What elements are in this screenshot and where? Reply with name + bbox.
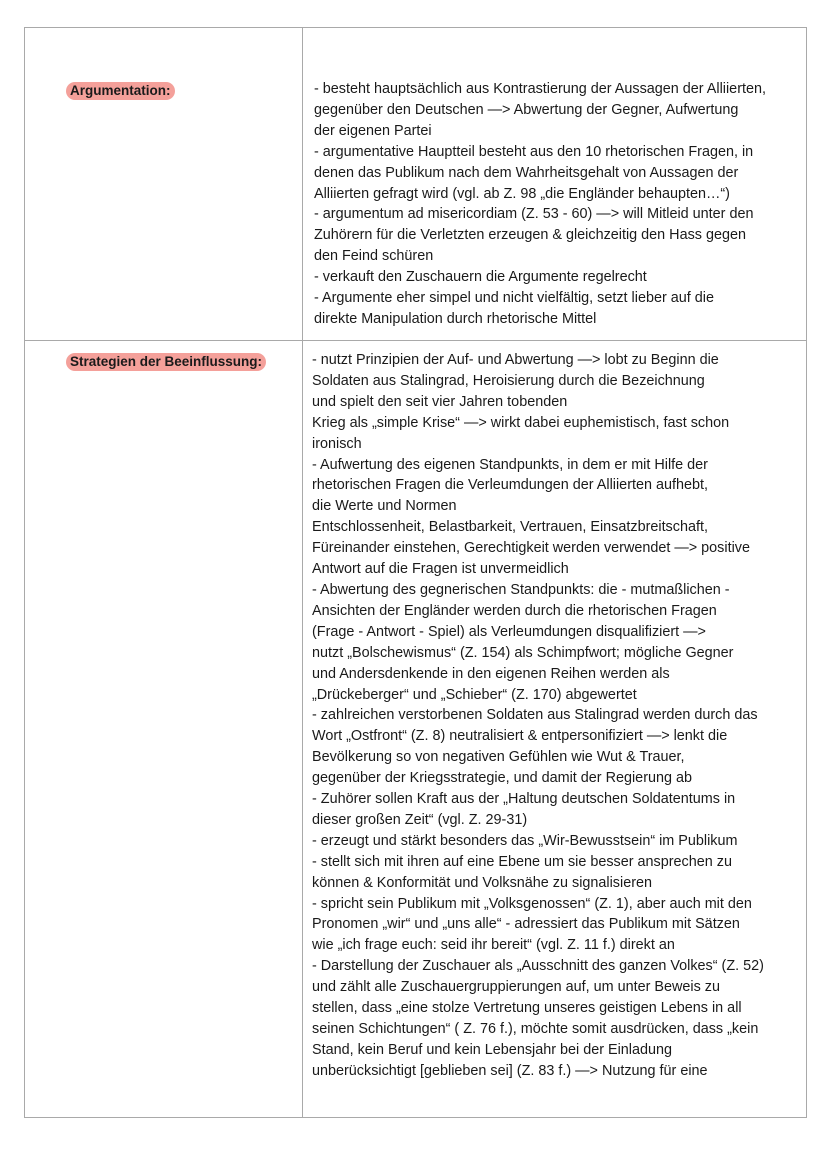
text-line: die Werte und Normen [312, 498, 457, 515]
document-table [24, 27, 807, 1118]
text-line: - Zuhörer sollen Kraft aus der „Haltung deutschen Soldatentums in [312, 791, 736, 808]
text-line: Entschlossenheit, Belastbarkeit, Vertrauen, Einsatzbreitschaft, [312, 519, 708, 536]
section-label-argumentation: Argumentation: [66, 82, 175, 100]
section-label-strategien: Strategien der Beeinflussung: [66, 353, 266, 371]
section-content-strategien [312, 350, 806, 1082]
text-line: können & Konformität und Volksnähe zu signalisieren [312, 874, 652, 891]
text-line: - Aufwertung des eigenen Standpunkts, in dem er mit Hilfe der [312, 456, 708, 473]
text-line: unberücksichtigt [geblieben sei] (Z. 83 f.) —> Nutzung für eine [312, 1062, 708, 1079]
text-line: - verkauft den Zuschauern die Argumente regelrecht [314, 269, 647, 286]
text-line: den Feind schüren [314, 248, 434, 265]
text-line: Bevölkerung so von negativen Gefühlen wie Wut & Trauer, [312, 749, 685, 766]
text-line: Füreinander einstehen, Gerechtigkeit werden verwendet —> positive [312, 540, 750, 557]
row-divider [25, 340, 806, 341]
text-line: - besteht hauptsächlich aus Kontrastierung der Aussagen der Alliierten, [314, 81, 766, 97]
text-line: - Abwertung des gegnerischen Standpunkts: die - mutmaßlichen - [312, 581, 730, 598]
text-line: wie „ich frage euch: seid ihr bereit“ (vgl. Z. 11 f.) direkt an [312, 937, 675, 954]
column-divider [302, 28, 303, 1117]
text-line: Ansichten der Engländer werden durch die rhetorischen Fragen [312, 602, 717, 619]
text-line: gegenüber der Kriegsstrategie, und damit der Regierung ab [312, 770, 692, 787]
text-line: - zahlreichen verstorbenen Soldaten aus Stalingrad werden durch das [312, 707, 758, 724]
text-line: - spricht sein Publikum mit „Volksgenossen“ (Z. 1), aber auch mit den [312, 895, 752, 912]
text-line: „Drückeberger“ und „Schieber“ (Z. 170) abgewertet [312, 686, 637, 703]
text-line: gegenüber den Deutschen —> Abwertung der Gegner, Aufwertung [314, 101, 739, 118]
text-line: - stellt sich mit ihren auf eine Ebene um sie besser ansprechen zu [312, 853, 732, 870]
text-line: stellen, dass „eine stolze Vertretung unseres geistigen Lebens in all [312, 1000, 742, 1017]
text-line: - argumentative Hauptteil besteht aus den 10 rhetorischen Fragen, in [314, 143, 754, 160]
text-line: (Frage - Antwort - Spiel) als Verleumdungen disqualifiziert —> [312, 623, 706, 640]
text-line: und spielt den seit vier Jahren tobenden [312, 393, 568, 410]
text-line: direkte Manipulation durch rhetorische Mittel [314, 310, 597, 327]
text-line: - Argumente eher simpel und nicht vielfältig, setzt lieber auf die [314, 290, 714, 307]
text-line: - argumentum ad misericordiam (Z. 53 - 60) —> will Mitleid unter den [314, 206, 754, 223]
text-line: Krieg als „simple Krise“ —> wirkt dabei euphemistisch, fast schon [312, 414, 730, 431]
text-line: - erzeugt und stärkt besonders das „Wir-Bewusstsein“ im Publikum [312, 832, 738, 849]
text-line: ironisch [312, 435, 362, 452]
section-content-argumentation [314, 79, 808, 330]
text-line: denen das Publikum nach dem Wahrheitsgehalt von Aussagen der [314, 164, 739, 181]
text-line: und Andersdenkende in den eigenen Reihen werden als [312, 665, 670, 682]
text-line: rhetorischen Fragen die Verleumdungen der Alliierten aufhebt, [312, 477, 708, 494]
text-line: - nutzt Prinzipien der Auf- und Abwertung —> lobt zu Beginn die [312, 352, 719, 368]
text-line: Zuhörern für die Verletzten erzeugen & gleichzeitig den Hass gegen [314, 227, 746, 244]
text-line: - Darstellung der Zuschauer als „Ausschnitt des ganzen Volkes“ (Z. 52) [312, 958, 764, 975]
text-line: Wort „Ostfront“ (Z. 8) neutralisiert & entpersonifiziert —> lenkt die [312, 728, 728, 745]
text-line: und zählt alle Zuschauergruppierungen auf, um unter Beweis zu [312, 979, 720, 996]
text-line: Alliierten gefragt wird (vgl. ab Z. 98 „die Engländer behaupten…“) [314, 185, 730, 202]
text-line: seinen Schichtungen“ ( Z. 76 f.), möchte somit ausdrücken, dass „kein [312, 1021, 759, 1037]
text-line: Stand, kein Beruf und kein Lebensjahr bei der Einladung [312, 1041, 673, 1058]
text-line: dieser großen Zeit“ (vgl. Z. 29-31) [312, 811, 528, 828]
text-line: Antwort auf die Fragen ist unvermeidlich [312, 561, 569, 578]
text-line: Soldaten aus Stalingrad, Heroisierung durch die Bezeichnung [312, 372, 705, 389]
text-line: der eigenen Partei [314, 122, 432, 139]
text-line: Pronomen „wir“ und „uns alle“ - adressiert das Publikum mit Sätzen [312, 916, 740, 933]
text-line: nutzt „Bolschewismus“ (Z. 154) als Schimpfwort; mögliche Gegner [312, 644, 734, 661]
